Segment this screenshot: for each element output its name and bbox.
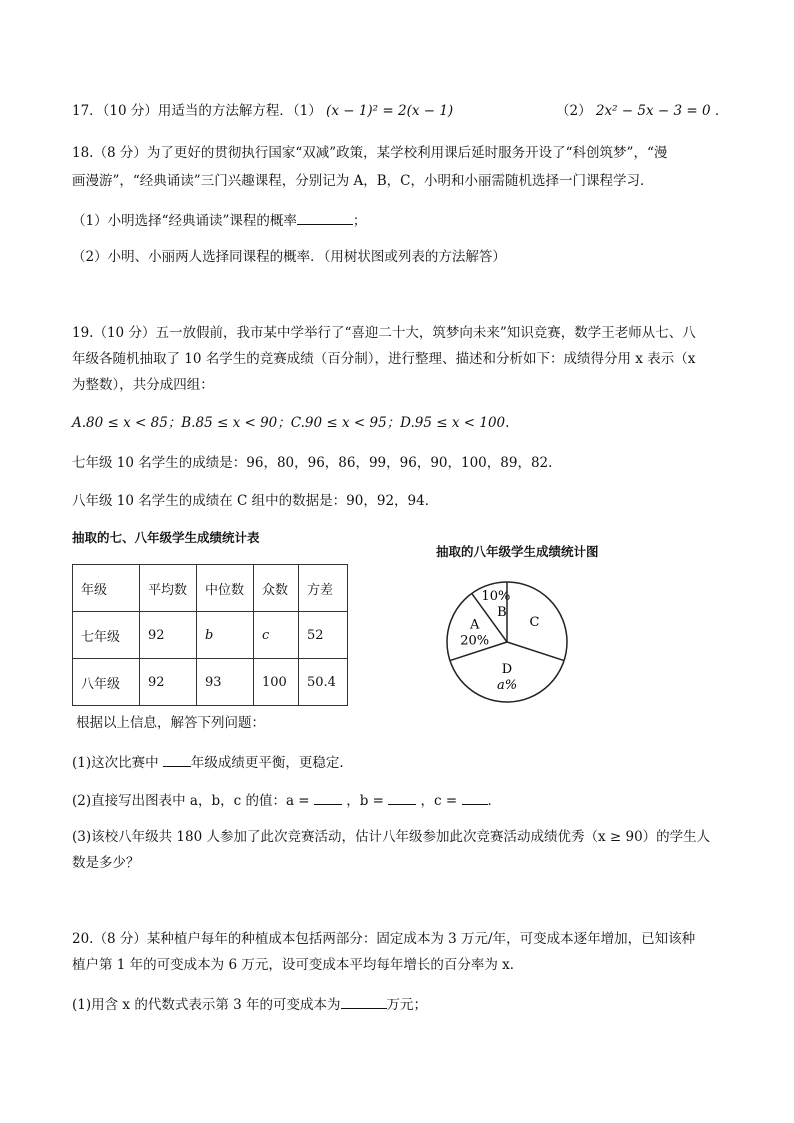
table-cell: 92 [140,659,197,706]
table-header: 众数 [254,565,299,612]
pie-chart [445,580,585,710]
answer-blank[interactable] [388,790,416,805]
table-cell: 八年级 [73,659,140,706]
table-header: 方差 [299,565,348,612]
q17-part2-label: （2） [556,103,592,119]
q19-sub-2-end: ． [487,793,502,809]
q20-line-1: 20.（8 分）某种植户每年的种植成本包括两部分：固定成本为 3 万元/年，可变成本逐年增加，已知该种 [72,931,696,947]
q18-part-1-text: （1）小明选择“经典诵读”课程的概率 [72,213,297,229]
q19-sub-2-text: (2)直接写出图表中 a，b，c 的值：a = [72,793,310,809]
pie-label-c: C [529,615,540,631]
table-row [73,612,348,659]
q19-grade7-scores: 七年级 10 名学生的成绩是：96，80，96，86，99，96，90，100，89，82. [72,455,553,471]
q18-line-2: 画漫游”，“经典诵读”三门兴趣课程，分别记为 A，B，C，小明和小丽需随机选择一门课程学习． [72,173,654,189]
q20-sub-1 [72,994,427,1014]
q19-sub-1 [72,752,353,772]
q19-sub-2-c: ，c = [420,793,458,809]
table-title: 抽取的七、八年级学生成绩统计表 [72,530,260,545]
q19-sub-2-b: ，b = [346,793,384,809]
pie-value-d: a% [496,678,518,693]
q18-part-1-end: ； [352,213,367,229]
answer-blank[interactable] [341,994,387,1009]
answer-blank[interactable] [163,752,191,767]
stats-table [72,564,348,706]
q19-line-2: 年级各随机抽取了 10 名学生的竞赛成绩（百分制），进行整理、描述和分析如下：成绩得分用 x 表示（x [72,351,696,367]
q19-line-1: 19.（10 分）五一放假前，我市某中学举行了“喜迎二十大，筑梦向未来”知识竞赛，数学王老师从七、八 [72,325,696,341]
q19-sub-2 [72,790,501,810]
pie-label-a: A [469,617,480,633]
answer-blank[interactable] [314,790,342,805]
table-cell: 七年级 [73,612,140,659]
table-cell: b [197,612,254,659]
q17-equation-2: 2x² − 5x − 3 = 0 [595,103,711,119]
q18-line-1: 18.（8 分）为了更好的贯彻执行国家“双减”政策，某学校利用课后延时服务开设了“科创筑梦”，“漫 [72,145,668,161]
pie-value-a: 20% [460,633,490,649]
q20-line-2: 植户第 1 年的可变成本为 6 万元，设可变成本平均每年增长的百分率为 x． [72,957,524,973]
table-header: 平均数 [140,565,197,612]
q19-groups: A.80 ≤ x < 85；B.85 ≤ x < 90；C.90 ≤ x < 95；D.95 ≤ x < 100. [72,415,510,431]
pie-value-b: 10% [481,588,511,604]
q19-sub-3-line-2: 数是多少？ [72,855,140,871]
table-cell: 93 [197,659,254,706]
q17-part2 [556,102,728,120]
table-header: 年级 [73,565,140,612]
answer-blank[interactable] [297,210,353,225]
table-cell: 50.4 [299,659,348,706]
q19-grade8-scores: 八年级 10 名学生的成绩在 C 组中的数据是：90，92，94． [72,493,439,509]
q18-part-2: （2）小明、小丽两人选择同课程的概率．（用树状图或列表的方法解答） [72,249,506,265]
table-cell: 52 [299,612,348,659]
q17-end: ． [714,103,729,119]
q17-equation-1: (x − 1)² = 2(x − 1) [326,103,454,119]
q20-sub-1-text: (1)用含 x 的代数式表示第 3 年的可变成本为 [72,997,341,1013]
q19-line-3: 为整数），共分成四组： [72,377,214,393]
answer-blank[interactable] [462,790,488,805]
pie-label-b: B [497,604,507,620]
pie-label-d: D [501,662,513,677]
q19-sub-3-line-1: (3)该校八年级共 180 人参加了此次竞赛活动，估计八年级参加此次竞赛活动成绩优秀（x ≥ 90）的学生人 [72,829,711,845]
q17-stem: 17．（10 分）用适当的方法解方程．（1） [72,103,322,119]
table-cell: 92 [140,612,197,659]
q19-sub-1-text: (1)这次比赛中 [72,755,159,771]
table-cell: 100 [254,659,299,706]
q18-part-1 [72,210,366,230]
table-cell: c [254,612,299,659]
chart-title: 抽取的八年级学生成绩统计图 [436,544,599,559]
q19-after-table: 根据以上信息，解答下列问题： [76,715,265,731]
table-header-row [73,565,348,612]
table-header: 中位数 [197,565,254,612]
table-row [73,659,348,706]
q19-sub-1-end: 年级成绩更平衡，更稳定． [190,755,353,771]
q17-line [72,102,453,120]
q20-sub-1-end: 万元； [386,997,427,1013]
